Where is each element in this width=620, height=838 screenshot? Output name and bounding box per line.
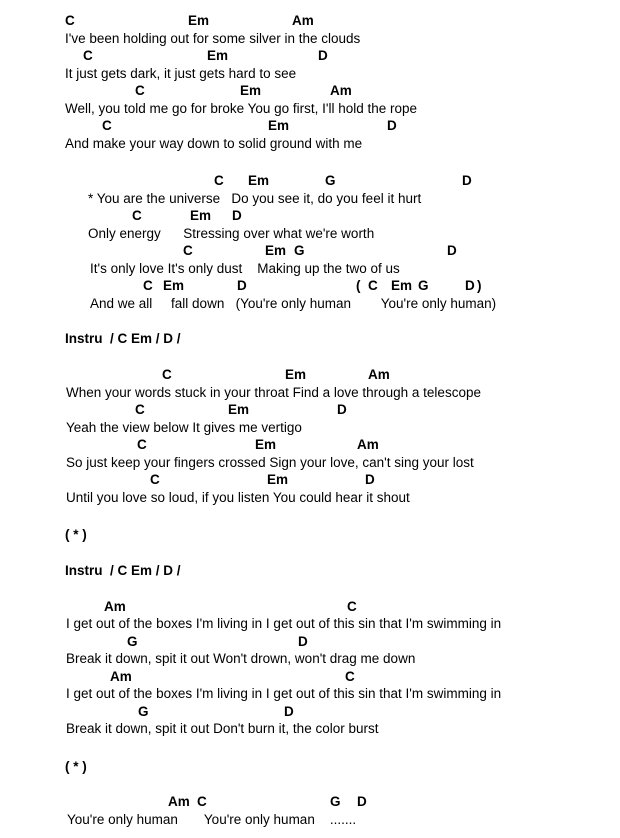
chord: Em [188, 13, 210, 28]
lyric-line: When your words stuck in your throat Find a love through a telescope [66, 385, 481, 400]
chord: Em [207, 48, 229, 63]
chord: Em [268, 118, 290, 133]
lyric-line: And we all fall down (You're only human You're only human) [90, 296, 497, 311]
chord: Em [265, 243, 287, 258]
lyric-line: You're only human You're only human ....... [67, 812, 357, 827]
section-label: ( * ) [65, 759, 87, 774]
chord: Em [248, 173, 270, 188]
chord: ( [356, 278, 361, 293]
chord: D [447, 243, 457, 258]
chord: Em [190, 208, 212, 223]
chord: Em [228, 402, 250, 417]
lyric-line: Only energy Stressing over what we're worth [88, 226, 375, 241]
chord-line [0, 244, 620, 258]
lyric-line: Well, you told me go for broke You go first, I'll hold the rope [65, 101, 418, 116]
chord: Am [330, 83, 352, 98]
chord: C [135, 83, 145, 98]
chord: C [102, 118, 112, 133]
chord: G [330, 794, 341, 809]
chord: D [284, 704, 294, 719]
chord: C [345, 669, 355, 684]
chord: Am [292, 13, 314, 28]
chord: G [418, 278, 429, 293]
chord: D [232, 208, 242, 223]
chord-line [0, 279, 620, 293]
lyric-line: It just gets dark, it just gets hard to see [65, 66, 297, 81]
chord: Em [267, 472, 289, 487]
chord-line [0, 600, 620, 614]
chord: Am [168, 794, 190, 809]
chord: C [368, 278, 378, 293]
chord: Am [110, 669, 132, 684]
chord: D [357, 794, 367, 809]
chord-line [0, 670, 620, 684]
chord: G [127, 634, 138, 649]
chord: D [298, 634, 308, 649]
chord: C [135, 402, 145, 417]
lyric-line: It's only love It's only dust Making up the two of us [90, 261, 400, 276]
chord: C [183, 243, 193, 258]
chord: C [214, 173, 224, 188]
chord-line [0, 635, 620, 649]
lyric-line: I get out of the boxes I'm living in I get out of this sin that I'm swimming in [66, 616, 502, 631]
chord-line [0, 174, 620, 188]
chord: C [83, 48, 93, 63]
chord: D [237, 278, 247, 293]
chord: Em [255, 437, 277, 452]
chord: C [150, 472, 160, 487]
chord-line [0, 209, 620, 223]
chord-line [0, 403, 620, 417]
chord-line [0, 368, 620, 382]
lyric-line: I've been holding out for some silver in the clouds [65, 31, 361, 46]
chord: Em [163, 278, 185, 293]
chord-line [0, 119, 620, 133]
chord: C [197, 794, 207, 809]
lyric-line: Until you love so loud, if you listen You could hear it shout [66, 490, 410, 505]
chord: G [138, 704, 149, 719]
chord-line [0, 84, 620, 98]
chord: G [325, 173, 336, 188]
chord: Am [104, 599, 126, 614]
lyric-line: And make your way down to solid ground with me [65, 136, 363, 151]
chord: Em [240, 83, 262, 98]
chord: D [337, 402, 347, 417]
lyric-line: I get out of the boxes I'm living in I get out of this sin that I'm swimming in [66, 686, 502, 701]
chord-line [0, 705, 620, 719]
chord: ) [477, 278, 482, 293]
chord-line [0, 49, 620, 63]
chord: C [347, 599, 357, 614]
chord: D [365, 472, 375, 487]
chord: C [162, 367, 172, 382]
lyric-line: * You are the universe Do you see it, do you feel it hurt [88, 191, 422, 206]
section-label: Instru / C Em / D / [65, 563, 181, 578]
chord: D [462, 173, 472, 188]
chord: D [318, 48, 328, 63]
section-label: Instru / C Em / D / [65, 331, 181, 346]
chord: Am [368, 367, 390, 382]
chord: C [65, 13, 75, 28]
chord: Am [357, 437, 379, 452]
chord: C [137, 437, 147, 452]
chord: C [132, 208, 142, 223]
chord: D [387, 118, 397, 133]
chord: Em [285, 367, 307, 382]
section-label: ( * ) [65, 527, 87, 542]
chord: D [465, 278, 475, 293]
chord-line [0, 795, 620, 809]
lyric-line: Break it down, spit it out Won't drown, won't drag me down [66, 651, 416, 666]
lyric-line: Yeah the view below It gives me vertigo [66, 420, 302, 435]
chord: C [143, 278, 153, 293]
lyric-line: Break it down, spit it out Don't burn it, the color burst [66, 721, 379, 736]
lyric-line: So just keep your fingers crossed Sign your love, can't sing your lost [66, 455, 474, 470]
chord: Em [391, 278, 413, 293]
chord-line [0, 473, 620, 487]
chord: G [294, 243, 305, 258]
chord-line [0, 438, 620, 452]
chord-line [0, 14, 620, 28]
